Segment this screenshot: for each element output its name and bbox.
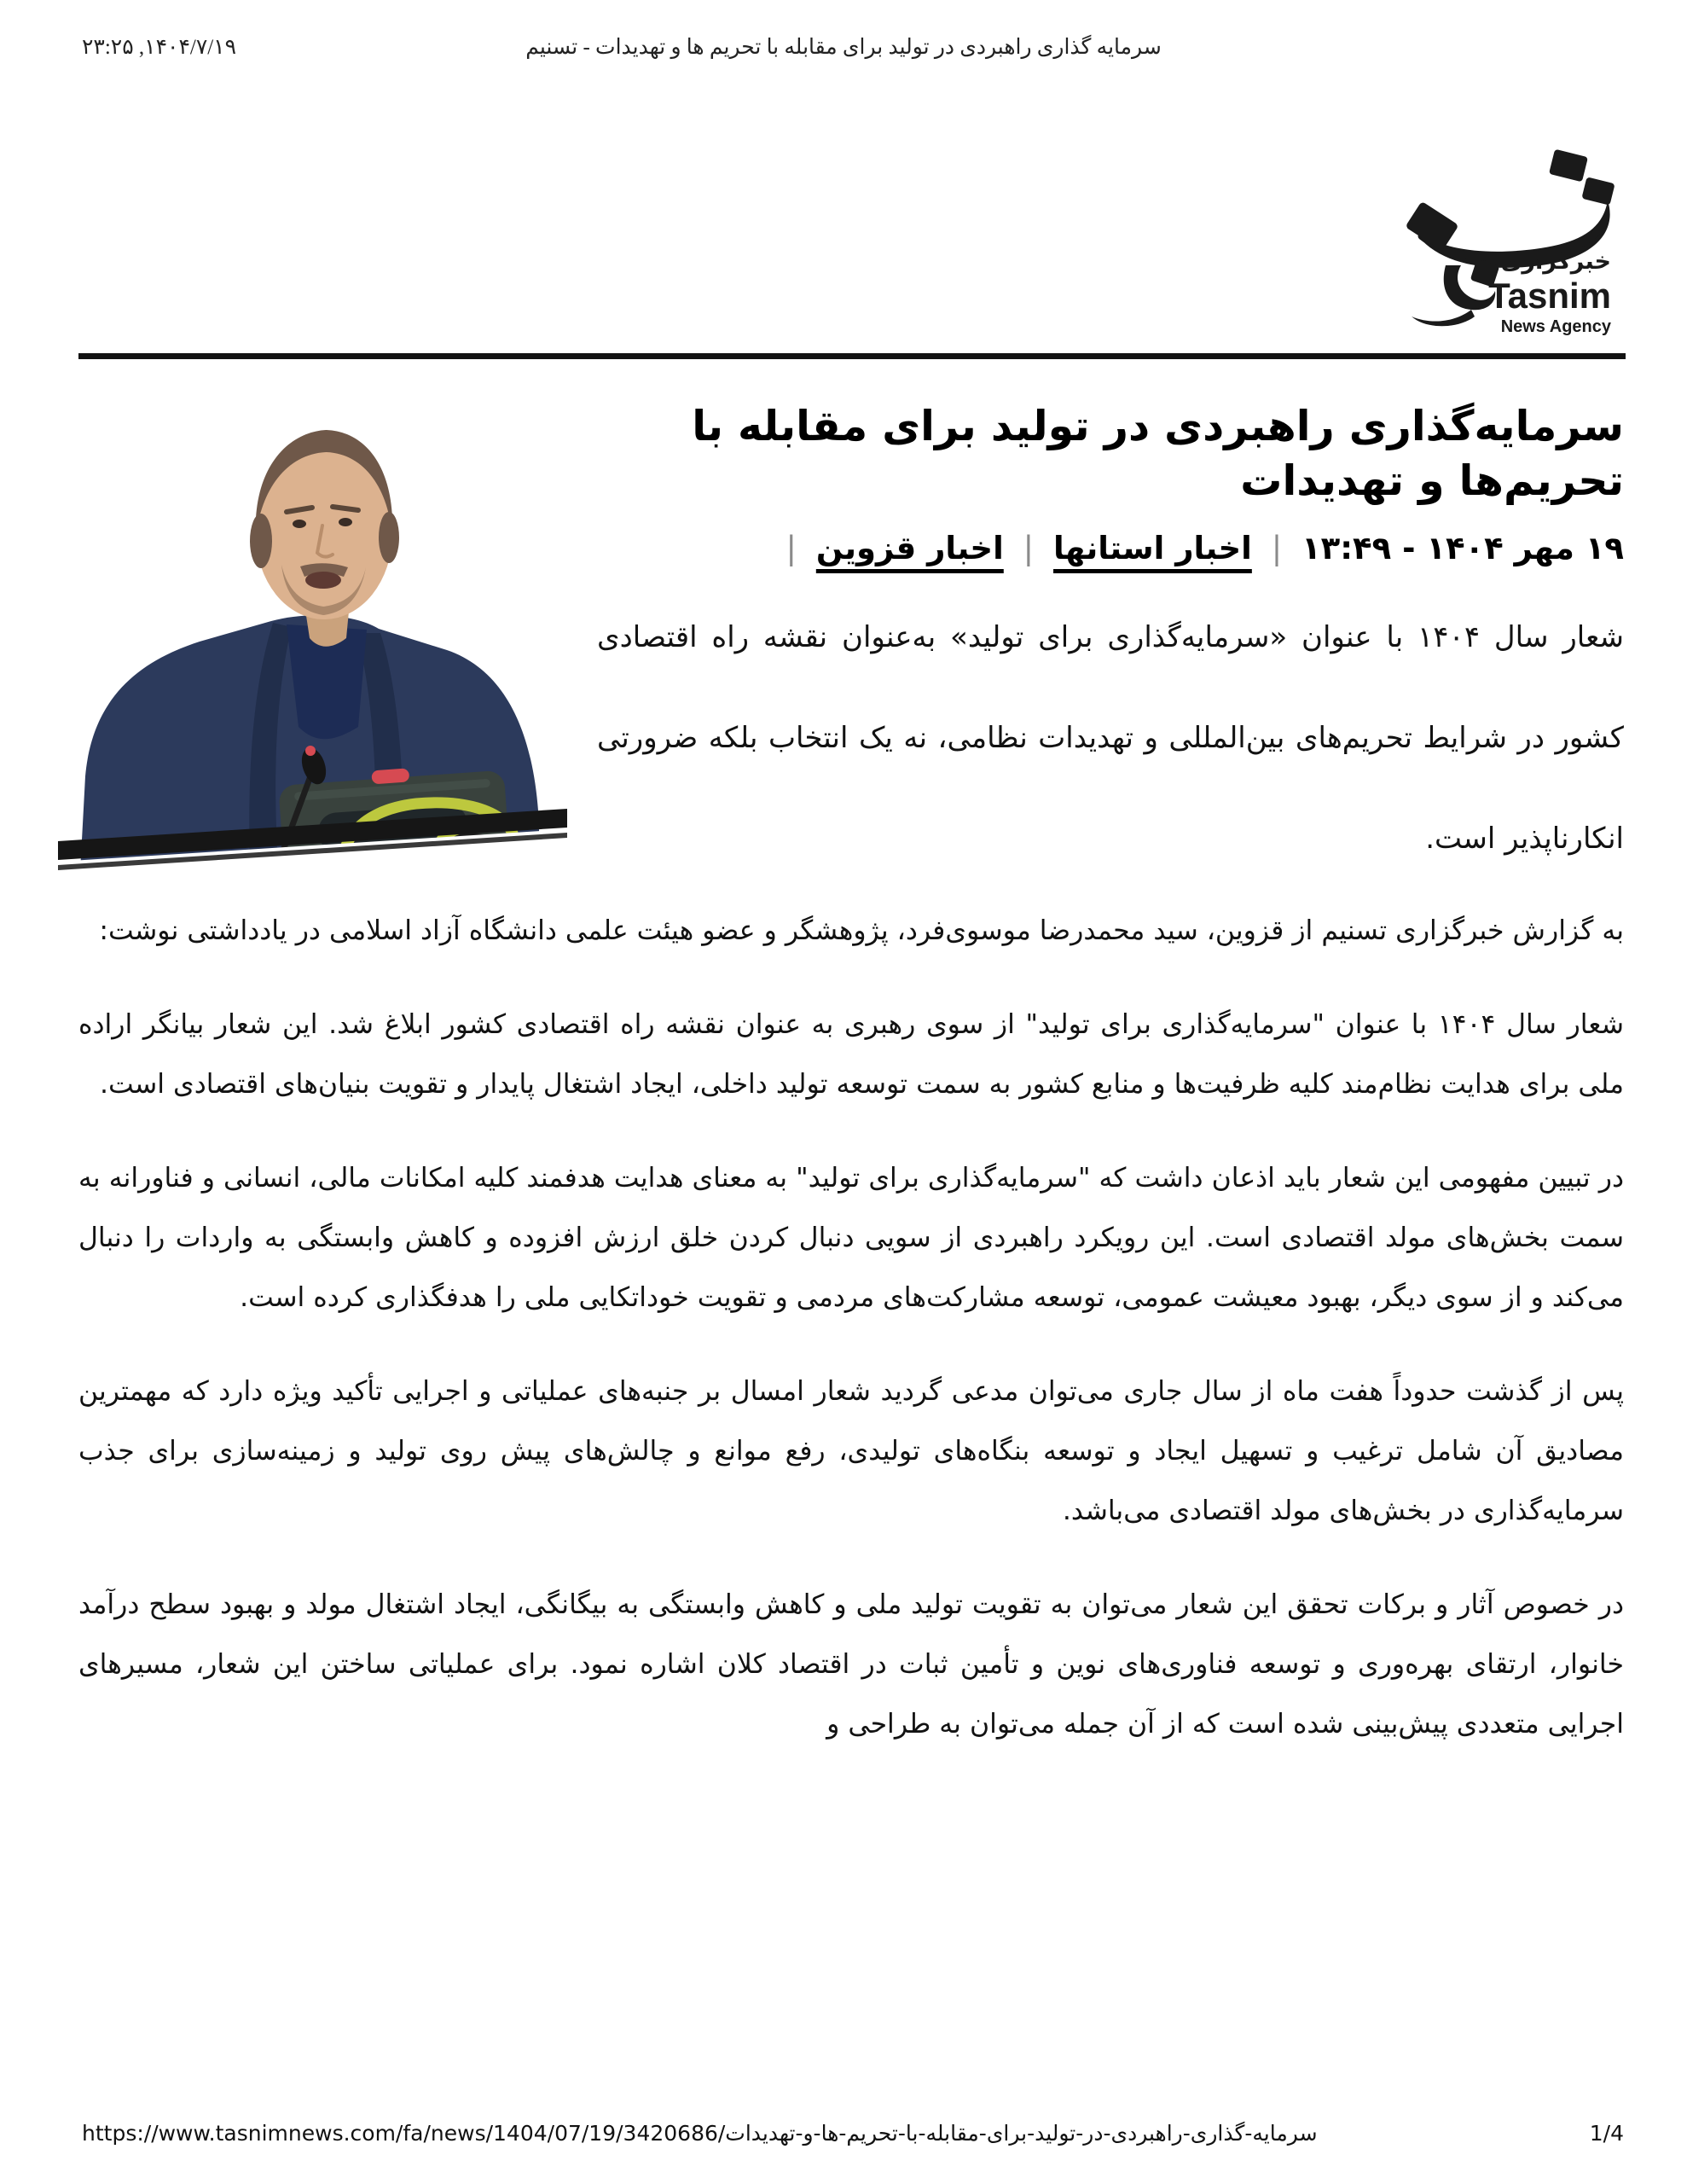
body-paragraph: در تبیین مفهومی این شعار باید اذعان داشت که "سرمایه‌گذاری برای تولید" به معنای هدایت هدفمند کلیه امکانات مالی، انسانی و فناورانه به سمت بخش‌های مولد اقتصادی است. این رویکرد راهبردی از سویی دنبال کردن خلق ارزش افزوده و کاهش وابستگی به واردات را دنبال می‌کند و از سوی دیگر، بهبود معیشت عمومی، توسعه مشارکت‌های مردمی و تقویت خوداتکایی ملی را هدفگذاری کرده است. (78, 1163, 1624, 1313)
meta-separator: | (1023, 530, 1035, 567)
header-rule (78, 353, 1626, 359)
tasnim-calligraphy-icon (1336, 141, 1631, 354)
tasnim-logo (1336, 141, 1631, 354)
meta-separator: | (1271, 530, 1283, 567)
article-lead: شعار سال ۱۴۰۴ با عنوان «سرمایه‌گذاری برای تولید» به‌عنوان نقشه راه اقتصادی کشور در شرایط تحریم‌های بین‌المللی و تهدیدات نظامی، نه یک انتخاب بلکه ضرورتی انکارناپذیر است. (597, 620, 1624, 856)
meta-separator: | (786, 530, 797, 567)
body-paragraph: پس از گذشت حدوداً هفت ماه از سال جاری می‌توان مدعی گردید شعار امسال بر جنبه‌های عملیاتی و اجرایی تأکید ویژه دارد که مهمترین مصادیق آن شامل ترغیب و تسهیل ایجاد و توسعه بنگاه‌های تولیدی، رفع موانع و چالش‌های پیش روی تولید و زمینه‌سازی برای جذب سرمایه‌گذاری در بخش‌های مولد اقتصادی می‌باشد. (78, 1376, 1624, 1526)
logo-name-en: Tasnim (1488, 276, 1611, 316)
link-qazvin-news[interactable]: اخبار قزوین (815, 530, 1004, 567)
print-footer-page-number: 1/4 (1589, 2121, 1624, 2146)
meta-date: ۱۹ مهر ۱۴۰۴ - ۱۳:۴۹ (1301, 530, 1624, 567)
logo-agency-fa: خبرگزاری (1500, 248, 1611, 275)
article-body (78, 901, 1624, 1788)
body-paragraph: شعار سال ۱۴۰۴ با عنوان "سرمایه‌گذاری برای تولید" از سوی رهبری به عنوان نقشه راه اقتصادی کشور ابلاغ شد. این شعار بیانگر اراده ملی برای هدایت نظام‌مند کلیه ظرفیت‌ها و منابع کشور به سمت توسعه تولید داخلی، ایجاد اشتغال پایدار و تقویت بنیان‌های اقتصادی است. (78, 1009, 1624, 1100)
body-paragraph: در خصوص آثار و برکات تحقق این شعار می‌توان به تقویت تولید ملی و کاهش وابستگی به بیگانگی، ایجاد اشتغال مولد و بهبود سطح درآمد خانوار، ارتقای بهره‌وری و توسعه فناوری‌های نوین و تأمین ثبات در اقتصاد کلان اشاره نمود. برای عملیاتی ساختن این شعار، مسیرهای اجرایی متعددی پیش‌بینی شده است که از آن جمله می‌توان به طراحی و (78, 1589, 1624, 1740)
print-footer-url: https://www.tasnimnews.com/fa/news/1404/07/19/3420686/سرمایه-گذاری-راهبردی-در-تولید-برای-مقابله-با-تحریم-ها-و-تهدیدات (82, 2121, 1318, 2146)
speaker-photo-illustration (58, 410, 567, 887)
article-meta (597, 530, 1624, 566)
print-header-title: سرمایه گذاری راهبردی در تولید برای مقابله با تحریم ها و تهدیدات - تسنیم (525, 36, 1162, 59)
logo-subtitle-en: News Agency (1500, 317, 1611, 336)
print-header-datetime: ۲۳:۲۵ ,۱۴۰۴/۷/۱۹ (82, 36, 237, 59)
article-photo (58, 410, 567, 887)
body-paragraph: به گزارش خبرگزاری تسنیم از قزوین، سید محمدرضا موسوی‌فرد، پژوهشگر و عضو هیئت علمی دانشگاه آزاد اسلامی در یادداشتی نوشت: (99, 915, 1624, 946)
link-province-news[interactable]: اخبار استانها (1053, 530, 1252, 567)
article-headline: سرمایه‌گذاری راهبردی در تولید برای مقابله با تحریم‌ها و تهدیدات (692, 402, 1624, 505)
